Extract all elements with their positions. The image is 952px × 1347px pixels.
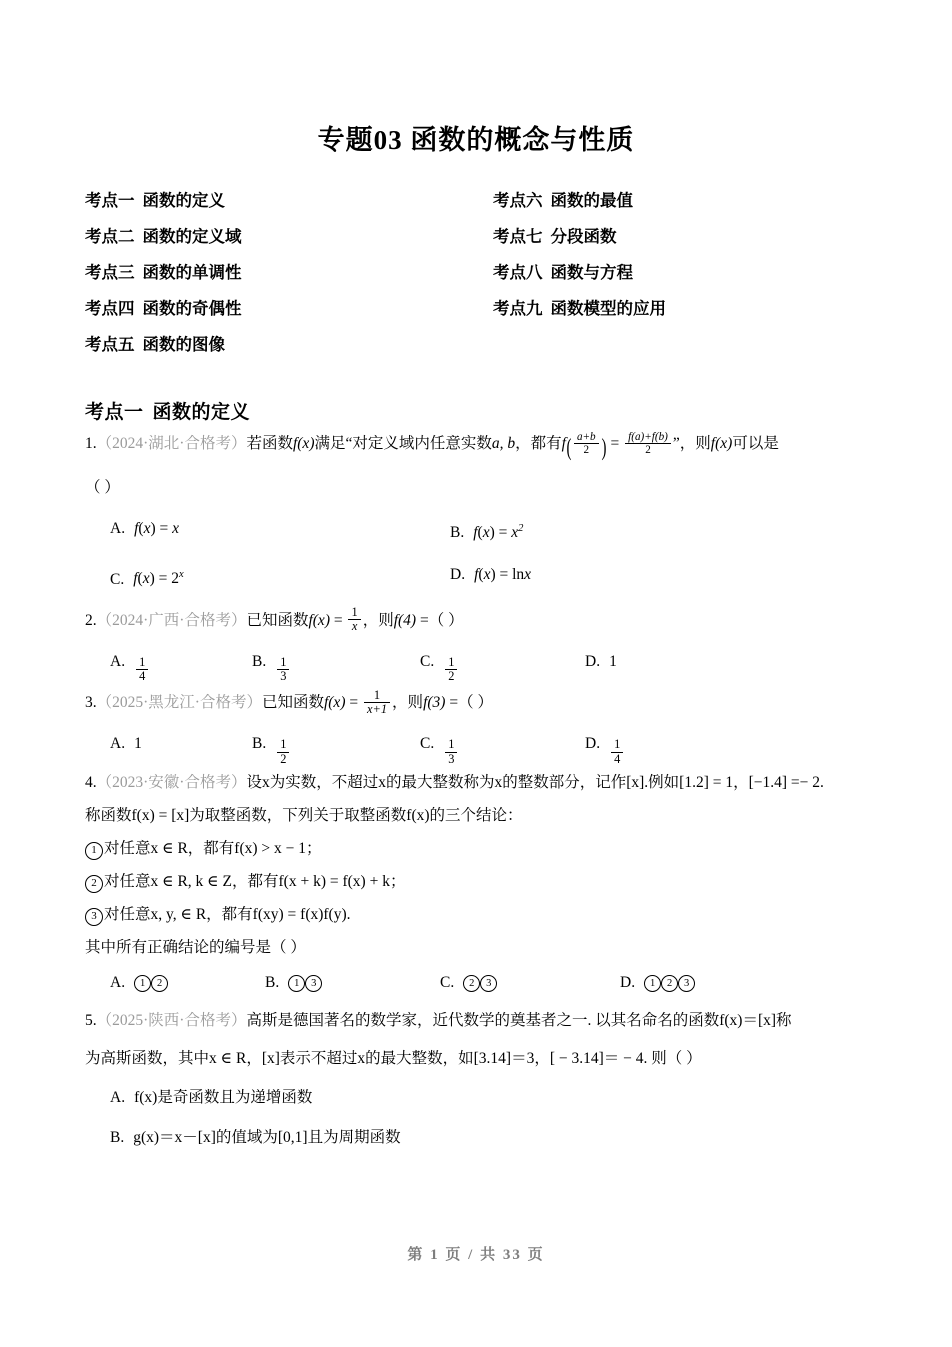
- question-4-statement-3-text: 对任意x, y, ∈ R，都有f(xy) = f(x)f(y).: [104, 906, 351, 924]
- question-1-option-d-label: D.: [450, 566, 466, 584]
- question-4-option-b-label: B.: [265, 974, 280, 992]
- question-1-option-b[interactable]: [450, 508, 523, 554]
- question-3-option-c-num: 1: [448, 737, 455, 752]
- question-4-statement-2: [85, 865, 890, 898]
- question-1-fraction-left: [574, 431, 599, 456]
- right-paren-icon: ): [601, 435, 607, 462]
- circled-number-2-icon: 2: [85, 875, 103, 893]
- question-4-number: 4.: [85, 774, 97, 792]
- question-4-option-c-marks: [463, 964, 497, 1002]
- question-3-source: （2025·黑龙江·合格考）: [96, 694, 262, 712]
- toc-item-2-label: 函数的定义域: [142, 227, 242, 246]
- question-4-option-b[interactable]: [265, 964, 440, 1002]
- question-4-statement-1-text: 对任意x ∈ R，都有f(x) > x − 1；: [104, 840, 322, 858]
- question-1-frac-left-den: 2: [574, 443, 599, 456]
- question-2-eq: =: [333, 611, 343, 629]
- question-2-option-d[interactable]: [585, 641, 617, 684]
- question-2-fraction: [348, 606, 360, 634]
- question-1-source: （2024·湖北·合格考）: [96, 435, 247, 452]
- question-2-f4: f(4): [393, 611, 417, 629]
- toc-item-3-cp: 考点三: [85, 263, 135, 282]
- question-2-option-b-num: 1: [280, 654, 287, 669]
- page-title: 专题03 函数的概念与性质: [317, 125, 635, 155]
- question-1-vars: a, b: [491, 435, 516, 452]
- toc-item-2-cp: 考点二: [85, 227, 135, 246]
- question-1-eq: =: [610, 435, 620, 452]
- question-4-option-a-marks: [134, 964, 168, 1002]
- question-4-option-a[interactable]: [110, 964, 265, 1002]
- toc-item-8-cp: 考点八: [493, 263, 543, 282]
- question-3-answer-blank: （ ）: [458, 694, 493, 712]
- question-1-option-c-body: $f(x) = 2^x$: [133, 569, 184, 588]
- section-heading-label: 函数的定义: [152, 402, 251, 423]
- toc-item-6-cp: 考点六: [493, 191, 543, 210]
- toc-item-4-cp: 考点四: [85, 299, 135, 318]
- question-5-option-b[interactable]: [110, 1118, 890, 1158]
- question-1-option-c-label: C.: [110, 570, 125, 588]
- question-3-option-c-fraction: [445, 738, 457, 766]
- toc-item-1[interactable]: [85, 183, 493, 219]
- question-2-option-a-label: A.: [110, 652, 126, 670]
- toc-item-7-label: 分段函数: [550, 227, 617, 246]
- question-4-option-a-label: A.: [110, 974, 126, 992]
- circled-number-1-icon: 1: [134, 975, 151, 992]
- left-paren-icon: (: [566, 435, 572, 462]
- questions-block: [0, 424, 952, 1158]
- question-1-option-b-label: B.: [450, 524, 465, 542]
- question-5-options: [85, 1078, 890, 1158]
- question-5-option-a-label: A.: [110, 1089, 126, 1107]
- toc-spacer: [493, 327, 880, 363]
- question-2-option-c-num: 1: [448, 654, 455, 669]
- question-2-option-d-label: D.: [585, 652, 601, 670]
- question-3-option-a[interactable]: [110, 723, 252, 766]
- question-2-answer-blank: （ ）: [428, 611, 464, 629]
- question-4-statement-3: [85, 898, 890, 931]
- question-4-line-1: [85, 766, 890, 799]
- question-5-number: 5.: [85, 1012, 97, 1030]
- question-5-option-a[interactable]: [110, 1078, 890, 1118]
- question-2-option-b[interactable]: [252, 641, 420, 684]
- question-2-source: （2024·广西·合格考）: [96, 611, 247, 629]
- question-1-frac-left-num: a+b: [576, 430, 596, 443]
- question-5-text-line-1: 高斯是德国著名的数学家，近代数学的奠基者之一. 以其名命名的函数f(x)＝[x]称: [246, 1012, 792, 1030]
- question-1-options-row-1: [85, 508, 890, 554]
- question-1-frac-right-den: 2: [625, 443, 671, 456]
- question-3-option-b-label: B.: [252, 735, 267, 753]
- question-2-option-b-label: B.: [252, 652, 267, 670]
- question-4-statement-1: [85, 832, 890, 865]
- question-5-source: （2025·陕西·合格考）: [96, 1012, 247, 1030]
- toc-item-7-cp: 考点七: [493, 227, 543, 246]
- question-3-f3: f(3): [423, 694, 446, 712]
- question-2-option-b-den: 3: [277, 669, 289, 683]
- question-5-line-2: 为高斯函数，其中x ∈ R，[x]表示不超过x的最大整数，如[3.14]＝3，[ − 3.14]＝ − 4. 则（ ）: [85, 1050, 702, 1068]
- toc-item-6[interactable]: [493, 183, 880, 219]
- question-5-line-1: [85, 1002, 890, 1040]
- section-heading-kaodian-1: [0, 397, 952, 424]
- question-2-frac-den: x: [348, 619, 360, 633]
- question-3-text-a: 已知函数: [261, 694, 324, 712]
- question-4-text-line-1: 设x为实数，不超过x的最大整数称为x的整数部分，记作[x].例如[1.2] = 1，[−1.4] =− 2.: [246, 774, 824, 792]
- question-3-options: [85, 723, 890, 766]
- question-2-eq2: =: [419, 611, 429, 629]
- question-4-line-2: 称函数f(x) = [x]为取整函数，下列关于取整函数f(x)的三个结论：: [85, 807, 523, 825]
- question-3-eq2: =: [449, 694, 459, 712]
- question-3-frac-den: x+1: [364, 702, 390, 716]
- question-1: [85, 424, 890, 468]
- toc-item-8-label: 函数与方程: [550, 263, 633, 282]
- question-4-option-b-marks: [288, 964, 322, 1002]
- question-1-option-a-body: f(x) = x: [134, 520, 179, 538]
- question-1-option-d-body: f(x) = lnx: [474, 566, 532, 584]
- question-2-fx: f(x): [308, 611, 330, 629]
- question-4-closing: 其中所有正确结论的编号是（ ）: [85, 939, 306, 957]
- toc-item-2[interactable]: [85, 219, 493, 255]
- question-3-option-c-label: C.: [420, 735, 435, 753]
- question-1-option-a[interactable]: [110, 508, 450, 554]
- question-2-option-d-value: 1: [609, 652, 617, 670]
- question-1-answer-blank: （ ）: [85, 479, 120, 497]
- circled-number-1-icon: 1: [288, 975, 305, 992]
- toc-item-5-cp: 考点五: [85, 335, 135, 354]
- circled-number-3-icon: 3: [480, 975, 497, 992]
- toc-item-3[interactable]: [85, 255, 493, 291]
- question-3-eq: =: [349, 694, 359, 712]
- question-3-option-a-label: A.: [110, 735, 126, 753]
- toc-item-3-label: 函数的单调性: [142, 263, 242, 282]
- question-1-quote-close: ”: [672, 435, 680, 452]
- question-2-text-b: ，则: [362, 611, 394, 629]
- question-1-option-d[interactable]: [450, 554, 531, 600]
- question-1-text-d: ，则: [679, 435, 711, 452]
- question-1-option-b-body: $f(x) = x^2$: [473, 523, 524, 542]
- question-2-option-c-fraction: [445, 656, 457, 684]
- question-2-option-a-fraction: [136, 656, 148, 684]
- question-2-option-c[interactable]: [420, 641, 585, 684]
- question-1-option-c[interactable]: [110, 554, 450, 600]
- circled-number-2-icon: 2: [463, 975, 480, 992]
- question-2-option-a[interactable]: [110, 641, 252, 684]
- question-1-frac-right-num: f(a)+f(b): [628, 430, 668, 443]
- question-3-option-d-label: D.: [585, 735, 601, 753]
- question-4-source: （2023·安徽·合格考）: [96, 774, 247, 792]
- question-2: [85, 601, 890, 641]
- question-1-f-symbol: f: [561, 435, 566, 452]
- toc-item-6-label: 函数的最值: [550, 191, 633, 210]
- question-3-option-b[interactable]: [252, 723, 420, 766]
- question-2-option-c-den: 2: [445, 669, 457, 683]
- question-1-fx2: f(x): [710, 435, 733, 452]
- question-3-option-a-value: 1: [134, 735, 142, 753]
- toc-item-4-label: 函数的奇偶性: [142, 299, 242, 318]
- toc-item-4[interactable]: [85, 291, 493, 327]
- question-1-text-b: 满足“对定义域内任意实数: [314, 435, 492, 452]
- section-heading-cp: 考点一: [85, 402, 144, 423]
- question-3-number: 3.: [85, 694, 97, 712]
- toc-item-1-label: 函数的定义: [142, 191, 225, 210]
- toc-item-9[interactable]: [493, 291, 880, 327]
- question-2-text-a: 已知函数: [246, 611, 309, 629]
- question-2-option-a-den: 4: [136, 669, 148, 683]
- question-5-option-b-body: g(x)＝x－[x]的值域为[0,1]且为周期函数: [133, 1129, 401, 1147]
- table-of-contents: [0, 183, 952, 363]
- question-4-option-d-label: D.: [620, 974, 636, 992]
- question-4-options: [85, 964, 890, 1002]
- question-1-options-row-2: [85, 554, 890, 600]
- question-3-option-d[interactable]: [585, 723, 625, 766]
- toc-item-5[interactable]: [85, 327, 493, 363]
- question-3-option-b-num: 1: [280, 737, 287, 752]
- circled-number-3-icon: 3: [678, 975, 695, 992]
- question-1-fraction-right: [625, 431, 671, 456]
- question-3-frac-num: 1: [373, 687, 381, 702]
- toc-item-8[interactable]: [493, 255, 880, 291]
- question-4-statement-2-text: 对任意x ∈ R, k ∈ Z，都有f(x + k) = f(x) + k；: [104, 873, 406, 891]
- question-2-options: [85, 641, 890, 684]
- page-footer: 第 1 页 / 共 33 页: [407, 1247, 545, 1263]
- question-1-option-a-label: A.: [110, 520, 126, 538]
- question-4-option-d-marks: [644, 964, 695, 1002]
- question-2-option-c-label: C.: [420, 652, 435, 670]
- question-4-option-d[interactable]: [620, 964, 695, 1002]
- question-3: [85, 683, 890, 723]
- question-3-fx: f(x): [323, 694, 346, 712]
- question-1-fx: f(x): [292, 435, 315, 452]
- toc-item-9-cp: 考点九: [493, 299, 543, 318]
- circled-number-2-icon: 2: [661, 975, 678, 992]
- question-3-option-d-fraction: [611, 738, 623, 766]
- toc-item-9-label: 函数模型的应用: [550, 299, 666, 318]
- toc-item-1-cp: 考点一: [85, 191, 135, 210]
- question-1-number: 1.: [85, 435, 97, 452]
- circled-number-1-icon: 1: [644, 975, 661, 992]
- question-4-option-c-label: C.: [440, 974, 455, 992]
- question-2-option-b-fraction: [277, 656, 289, 684]
- question-3-option-d-num: 1: [614, 737, 621, 752]
- toc-item-7[interactable]: [493, 219, 880, 255]
- question-1-text-e: 可以是: [732, 435, 779, 452]
- circled-number-2-icon: 2: [151, 975, 168, 992]
- circled-number-3-icon: 3: [305, 975, 322, 992]
- question-3-option-b-fraction: [277, 738, 289, 766]
- question-3-option-c-den: 3: [445, 752, 457, 766]
- question-3-fraction: [364, 689, 390, 717]
- question-2-frac-num: 1: [351, 605, 358, 620]
- question-5-option-a-body: f(x)是奇函数且为递增函数: [134, 1089, 313, 1107]
- question-3-option-c[interactable]: [420, 723, 585, 766]
- question-2-number: 2.: [85, 611, 97, 629]
- question-3-text-b: ，则: [392, 694, 424, 712]
- question-2-option-a-num: 1: [139, 654, 146, 669]
- question-5-option-b-label: B.: [110, 1129, 125, 1147]
- question-1-text-c: ，都有: [515, 435, 562, 452]
- circled-number-1-icon: 1: [85, 842, 103, 860]
- question-4-option-c[interactable]: [440, 964, 620, 1002]
- question-1-text-a: 若函数: [246, 435, 293, 452]
- question-3-option-b-den: 2: [277, 752, 289, 766]
- question-3-option-d-den: 4: [611, 752, 623, 766]
- circled-number-3-icon: 3: [85, 908, 103, 926]
- toc-item-5-label: 函数的图像: [142, 335, 225, 354]
